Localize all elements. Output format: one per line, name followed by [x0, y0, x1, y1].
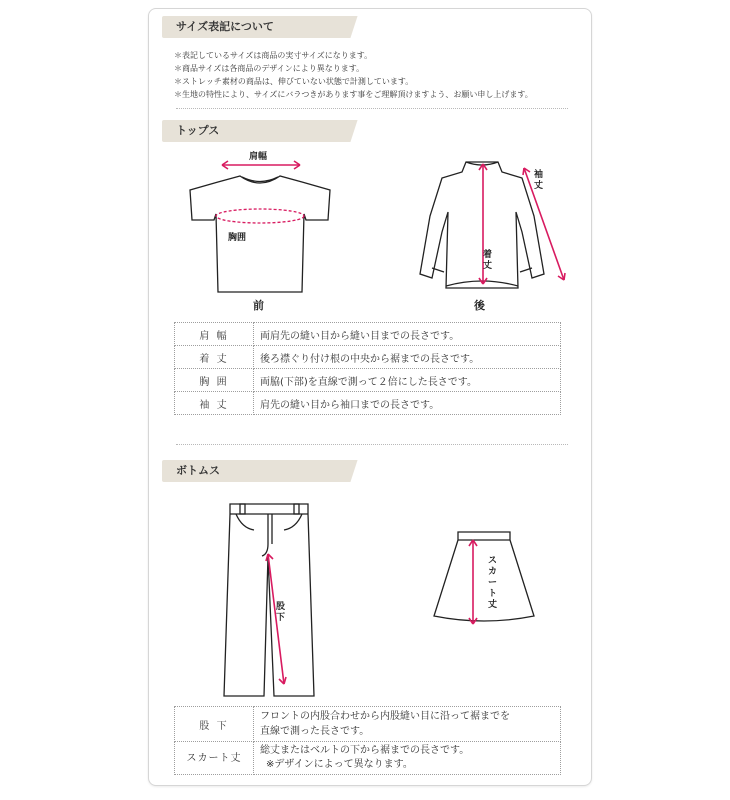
- sleeve-length-arrow: [520, 164, 570, 284]
- size-note: ＊生地の特性により、サイズにバラつきがあります事をご理解頂けますよう、お願い申し上げます。: [174, 90, 533, 99]
- size-section-tag: サイズ表記について: [162, 16, 346, 38]
- table-row: [175, 742, 561, 775]
- row-value: 両肩先の縫い目から縫い目までの長さです。: [254, 323, 561, 346]
- table-row: [175, 707, 561, 742]
- row-value-line: 総丈またはベルトの下から裾までの長さです。: [260, 745, 470, 756]
- row-value: 後ろ襟ぐり付け根の中央から裾までの長さです。: [254, 346, 561, 369]
- table-row: [175, 346, 561, 369]
- size-note: ＊商品サイズは各商品のデザインにより異なります。: [174, 64, 365, 73]
- shoulder-width-label: 肩幅: [249, 152, 268, 162]
- bottoms-size-table: [174, 706, 561, 775]
- row-key: 袖 丈: [175, 392, 254, 415]
- table-row: [175, 392, 561, 415]
- size-note: ＊表記しているサイズは商品の実寸サイズになります。: [174, 51, 373, 60]
- back-label: 後: [474, 299, 485, 312]
- skirt-illustration: [428, 528, 540, 626]
- skirt-length-arrow: [466, 536, 480, 628]
- sleeve-length-label: 袖丈: [534, 170, 544, 191]
- table-row: [175, 323, 561, 346]
- row-key: 胸 囲: [175, 369, 254, 392]
- row-key: スカート丈: [175, 742, 254, 775]
- row-key: 肩 幅: [175, 323, 254, 346]
- row-value: 肩先の縫い目から袖口までの長さです。: [254, 392, 561, 415]
- length-label: 着丈: [483, 250, 493, 271]
- tops-size-table: [174, 322, 561, 415]
- row-value: [254, 707, 561, 742]
- row-value-line: フロントの内股合わせから内股縫い目に沿って裾までを: [260, 711, 510, 722]
- row-key: 股 下: [175, 707, 254, 742]
- bottoms-section-tag: ボトムス: [162, 460, 346, 482]
- row-value-line: ※デザインによって異なります。: [266, 759, 413, 770]
- divider: [176, 444, 568, 445]
- inseam-label: 股下: [276, 602, 286, 623]
- row-key: 着 丈: [175, 346, 254, 369]
- size-note: ＊ストレッチ素材の商品は、伸びていない状態で計測しています。: [174, 77, 414, 86]
- tops-section-tag: トップス: [162, 120, 346, 142]
- divider: [176, 108, 568, 109]
- table-row: [175, 369, 561, 392]
- chest-label: 胸囲: [228, 233, 247, 243]
- tshirt-front-illustration: [180, 168, 340, 303]
- row-value: 両脇(下部)を直線で測って２倍にした長さです。: [254, 369, 561, 392]
- row-value-line: 直線で測った長さです。: [260, 726, 370, 737]
- row-value: [254, 742, 561, 775]
- front-label: 前: [253, 299, 264, 312]
- skirt-length-label: スカート丈: [488, 556, 498, 610]
